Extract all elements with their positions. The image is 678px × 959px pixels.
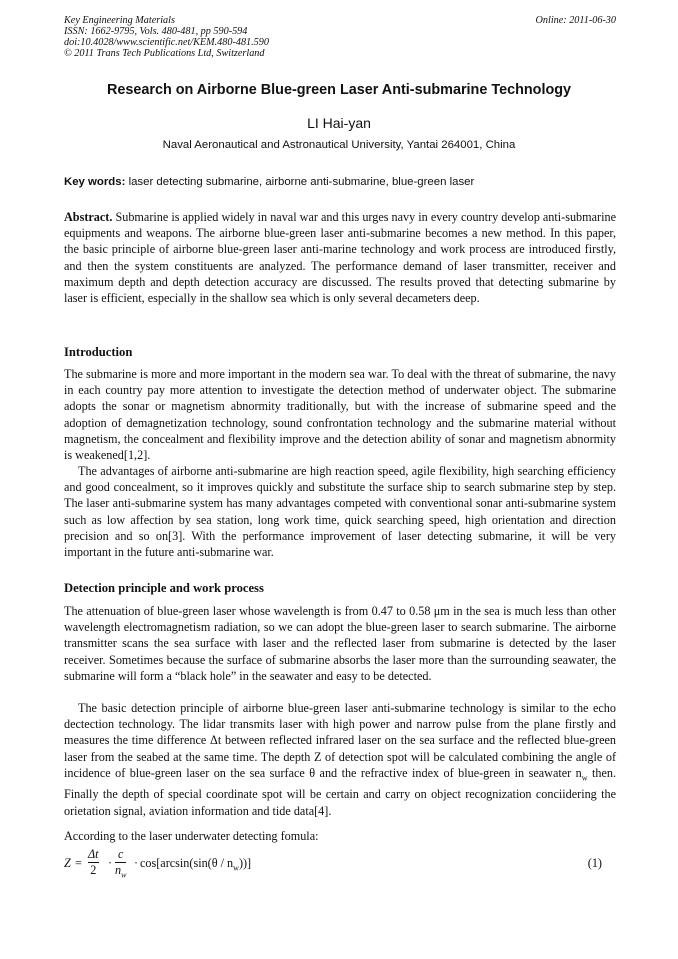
equation-lhs: Z: [64, 856, 71, 870]
intro-paragraph-2: The advantages of airborne anti-submarine are high reaction speed, agile flexibility, high searching efficiency and good concealment, so it improves quickly and substitute the surface ship to search submarine step by step. The laser anti-submarine system has many advantages competed with conventional sonar anti-submarine system such as low affection by sea station, long work time, quick searching speed, high orientation and direction precision and so on[3]. With the performance improvement of laser detecting submarine, it will be very important in the future anti-submarine war.: [64, 464, 616, 560]
intro-paragraph-1: The submarine is more and more important in the modern sea war. To deal with the threat of submarine, the navy in each country pay more attention to investigate the detection method of underwater object. The submarine adopts the sonar or magnetism abnormity traditionally, but with the increase of submarine speed and the adoption of demagnetization technology, sound confrontation technology and the submarine material without magnetism, the concealment and flexibility improve and the detection ability of sonar and magnetism abnormity is weakened[1,2].: [64, 367, 616, 463]
online-date: Online: 2011-06-30: [535, 15, 616, 26]
multiply-dot: ·: [108, 856, 113, 870]
journal-copyright: © 2011 Trans Tech Publications Ltd, Switzerland: [64, 48, 265, 59]
journal-doi: doi:10.4028/www.scientific.net/KEM.480-481.590: [64, 37, 269, 48]
keywords: [64, 176, 616, 188]
journal-issn: ISSN: 1662-9795, Vols. 480-481, pp 590-594: [64, 26, 248, 37]
rhs-end: ))]: [238, 856, 252, 870]
equation-equals: =: [75, 856, 82, 870]
formula-intro: According to the laser underwater detecting fomula:: [64, 829, 319, 843]
section-heading-introduction: Introduction: [64, 345, 133, 359]
abstract-label: Abstract.: [64, 210, 113, 224]
keywords-text: laser detecting submarine, airborne anti-submarine, blue-green laser: [125, 176, 475, 188]
keywords-label: Key words:: [64, 176, 126, 188]
journal-name: Key Engineering Materials: [64, 15, 175, 26]
journal-meta: [64, 15, 616, 59]
refractive-index-subscript: w: [581, 773, 588, 783]
fraction-denominator: 2: [88, 862, 99, 878]
multiply-dot: ·: [134, 856, 139, 870]
abstract-paragraph: [64, 209, 616, 306]
fraction-delta-t-over-2: [88, 847, 99, 878]
fraction-numerator: c: [118, 847, 124, 861]
detection-paragraph-2-text-a: The basic detection principle of airborne blue-green laser anti-submarine technology is similar to the echo dectection technology. The lidar transmits laser with high power and narrow pulse from the plane firstly and measures the time difference Δt between reflected infrared laser on the sea surface and the reflected blue-green laser from the seabed at the same time. The depth Z of detection spot will be calculated combining the angle of incidence of blue-green laser on the sea surface θ and the refractive index of blue-green in seawater n: [64, 701, 616, 780]
author-affiliation: Naval Aeronautical and Astronautical University, Yantai 264001, China: [162, 139, 516, 151]
detection-paragraph-2-text-b: then. Finally the depth of special coordinate spot will be certain and carry on object recognization conciidering the orietation signal, aviation information and tide data[4].: [64, 765, 616, 818]
denominator-subscript: w: [121, 870, 127, 880]
fraction-numerator: Δt: [88, 847, 99, 861]
rhs-subscript: w: [233, 863, 239, 873]
detection-paragraph-1: The attenuation of blue-green laser whose wavelength is from 0.47 to 0.58 μm in the sea is much less than other wavelength electromagnetism radiation, so we can adopt the blue-green laser to search submarine. The airborne transmitter scans the sea surface with laser and the reflected laser from submarine is detected by the laser receiver. Sometimes because the surface of submarine absorbs the laser more than the surrounding seawater, the submarine will form a “black hole” in the seawater and easy to be detected.: [64, 604, 616, 683]
equation-rhs: [140, 856, 251, 872]
fraction-denominator: [115, 862, 126, 879]
fraction-c-over-nw: [115, 847, 126, 879]
denominator-n: n: [115, 863, 122, 877]
abstract-text: Submarine is applied widely in naval war and this urges navy in every country develop anti-submarine equipments and weapons. The airborne blue-green laser anti-submarine becomes a new method. In this paper, the basic principle of airborne blue-green laser anti-marine technology and work process are introduced firstly, and then the system constituents are analyzed. The performance demand of laser transmitter, receiver and maximum depth and depth detection accuracy are discussed. The results proved that detecting submarine by laser is efficient, especially in the shallow sea which is only several decameters deep.: [64, 210, 616, 306]
paper-title: Research on Airborne Blue-green Laser Anti-submarine Technology: [106, 82, 572, 98]
section-heading-detection: Detection principle and work process: [64, 581, 264, 595]
author-name: LI Hai-yan: [307, 115, 371, 131]
equation-1: [64, 844, 616, 884]
detection-paragraph-2: [64, 700, 616, 819]
rhs-text: cos[arcsin(sin(θ / n: [140, 856, 234, 870]
equation-number: (1): [587, 856, 602, 870]
